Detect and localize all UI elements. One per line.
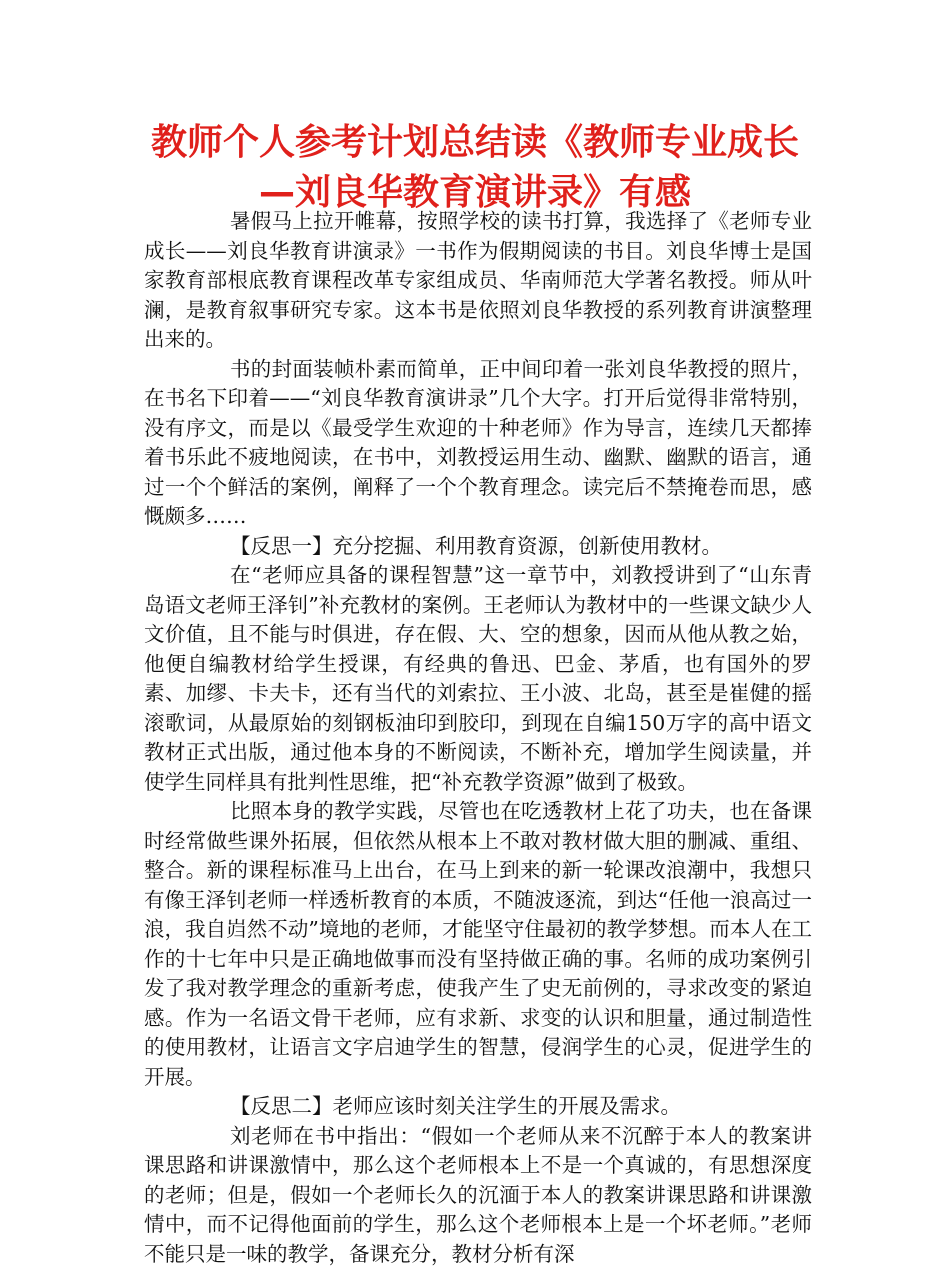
paragraph-wang-case: 在“老师应具备的课程智慧”这一章节中，刘教授讲到了“山东青岛语文老师王泽钊”补充教材的案例。王老师认为教材中的一些课文缺少人文价值，且不能与时俱进，存在假、大、空的想象，因而从他从教之始，他便自编教材给学生授课，有经典的鲁迅、巴金、茅盾，也有国外的罗素、加缪、卡夫卡，还有当代的刘索拉、王小波、北岛，甚至是崔健的摇滚歌词，从最原始的刻钢板油印到胶印，到现在自编150万字的高中语文教材正式出版，通过他本身的不断阅读，不断补充，增加学生阅读量，并使学生同样具有批判性思维，把“补充教学资源”做到了极致。 <box>144 561 812 797</box>
document-title <box>130 118 820 218</box>
paragraph-book-cover: 书的封面装帧朴素而简单，正中间印着一张刘良华教授的照片，在书名下印着——“刘良华教育演讲录”几个大字。打开后觉得非常特别，没有序文，而是以《最受学生欢迎的十种老师》作为导言，连续几天都捧着书乐此不疲地阅读，在书中，刘教授运用生动、幽默、幽默的语言，通过一个个鲜活的案例，阐释了一个个教育理念。读完后不禁掩卷而思，感慨颇多…… <box>144 355 812 532</box>
title-line-1: 教师个人参考计划总结读《教师专业成长 <box>130 118 820 168</box>
paragraph-self-comparison: 比照本身的教学实践，尽管也在吃透教材上花了功夫，也在备课时经常做些课外拓展，但依然从根本上不敢对教材做大胆的删减、重组、整合。新的课程标准马上出台，在马上到来的新一轮课改浪潮中，我想只有像王泽钊老师一样透析教育的本质，不随波逐流，到达“任他一浪高过一浪，我自岿然不动”境地的老师，才能坚守住最初的教学梦想。而本人在工作的十七年中只是正确地做事而没有坚持做正确的事。名师的成功案例引发了我对教学理念的重新考虑，使我产生了史无前例的，寻求改变的紧迫感。作为一名语文骨干老师，应有求新、求变的认识和胆量，通过制造性的使用教材，让语言文字启迪学生的智慧，侵润学生的心灵，促进学生的开展。 <box>144 797 812 1092</box>
reflection-two-heading: 【反思二】老师应该时刻关注学生的开展及需求。 <box>144 1092 812 1122</box>
reflection-one-heading: 【反思一】充分挖掘、利用教育资源，创新使用教材。 <box>144 532 812 562</box>
document-body <box>144 207 812 1269</box>
title-line-2: —刘良华教育演讲录》有感 <box>130 168 820 218</box>
paragraph-liu-quote: 刘老师在书中指出：“假如一个老师从来不沉醉于本人的教案讲课思路和讲课激情中，那么这个老师根本上不是一个真诚的，有思想深度的老师；但是，假如一个老师长久的沉湎于本人的教案讲课思路和讲课激情中，而不记得他面前的学生，那么这个老师根本上是一个坏老师。”老师不能只是一味的教学，备课充分，教材分析有深 <box>144 1122 812 1269</box>
paragraph-intro: 暑假马上拉开帷幕，按照学校的读书打算，我选择了《老师专业成长——刘良华教育讲演录》一书作为假期阅读的书目。刘良华博士是国家教育部根底教育课程改革专家组成员、华南师范大学著名教授。师从叶澜，是教育叙事研究专家。这本书是依照刘良华教授的系列教育讲演整理出来的。 <box>144 207 812 355</box>
